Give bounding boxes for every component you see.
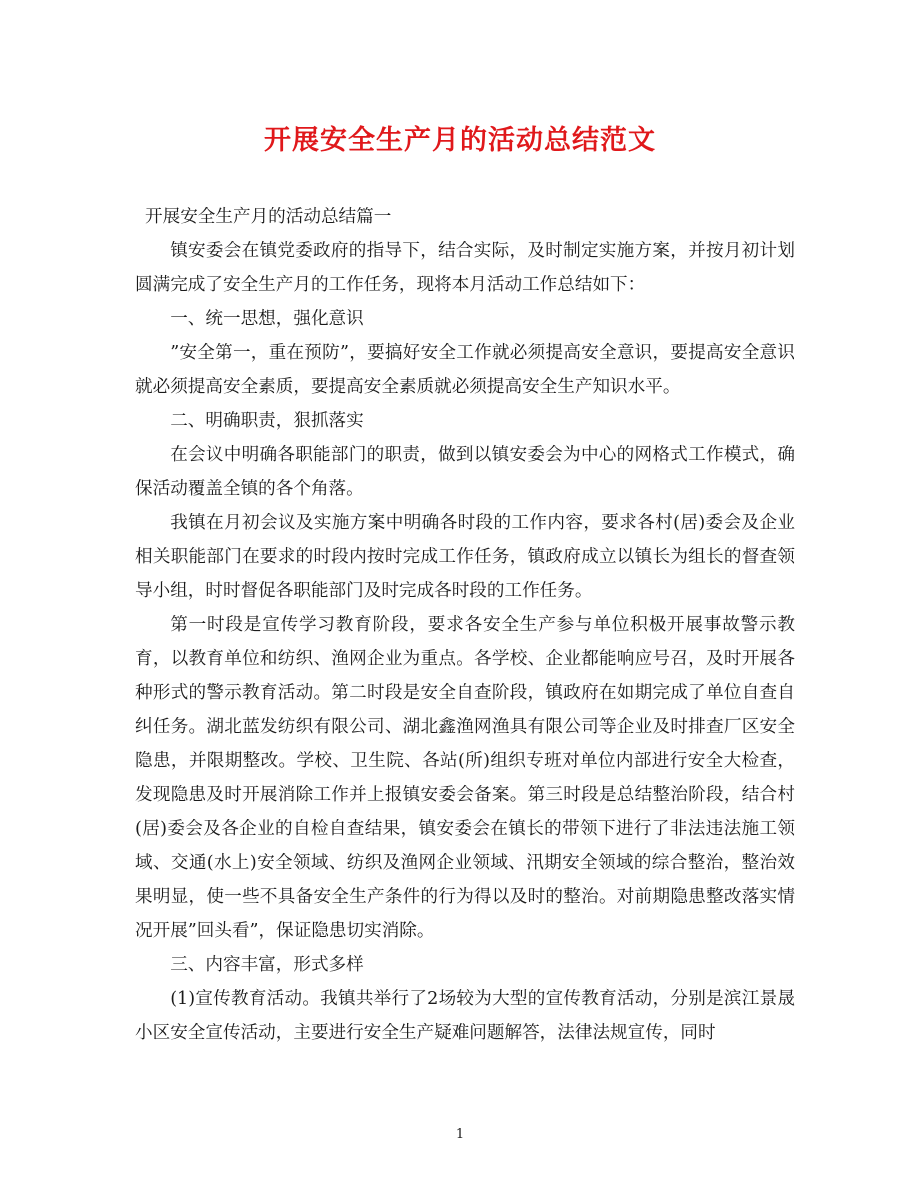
document-body xyxy=(135,200,795,1050)
section-heading-1: 一、统一思想，强化意识 xyxy=(170,309,364,329)
paragraph-phases: 第一时段是宣传学习教育阶段，要求各安全生产参与单位积极开展事故警示教育，以教育单位和纺织、渔网企业为重点。各学校、企业都能响应号召，及时开展各种形式的警示教育活动。第二时段是安全自查阶段，镇政府在如期完成了单位自查自纠任务。湖北蓝发纺织有限公司、湖北鑫渔网渔具有限公司等企业及时排查厂区安全隐患，并限期整改。学校、卫生院、各站(所)组织专班对单位内部进行安全大检查，发现隐患及时开展消除工作并上报镇安委会备案。第三时段是总结整治阶段，结合村(居)委会及各企业的自检自查结果，镇安委会在镇长的带领下进行了非法违法施工领域、交通(水上)安全领域、纺织及渔网企业领域、汛期安全领域的综合整治，整治效果明显，使一些不具备安全生产条件的行为得以及时的整治。对前期隐患整改落实情况开展”回头看”，保证隐患切实消除。 xyxy=(135,615,795,941)
paragraph-time-periods: 我镇在月初会议及实施方案中明确各时段的工作内容，要求各村(居)委会及企业相关职能部门在要求的时段内按时完成工作任务，镇政府成立以镇长为组长的督查领导小组，时时督促各职能部门及时完成各时段的工作任务。 xyxy=(135,513,795,601)
paragraph-responsibilities: 在会议中明确各职能部门的职责，做到以镇安委会为中心的网格式工作模式，确保活动覆盖全镇的各个角落。 xyxy=(135,445,795,499)
section-heading-2: 二、明确职责，狠抓落实 xyxy=(170,411,364,431)
article-subtitle: 开展安全生产月的活动总结篇一 xyxy=(145,207,392,227)
document-title: 开展安全生产月的活动总结范文 xyxy=(264,125,656,156)
page-number: 1 xyxy=(455,1127,465,1142)
paragraph-intro: 镇安委会在镇党委政府的指导下，结合实际，及时制定实施方案，并按月初计划圆满完成了安全生产月的工作任务，现将本月活动工作总结如下： xyxy=(135,241,795,295)
paragraph-safety-first: ”安全第一，重在预防”，要搞好安全工作就必须提高安全意识，要提高安全意识就必须提高安全素质，要提高安全素质就必须提高安全生产知识水平。 xyxy=(135,343,795,397)
paragraph-education-activities: (1)宣传教育活动。我镇共举行了2场较为大型的宣传教育活动，分别是滨江景晟小区安全宣传活动，主要进行安全生产疑难问题解答，法律法规宣传，同时 xyxy=(135,989,795,1043)
section-heading-3: 三、内容丰富，形式多样 xyxy=(170,955,364,975)
